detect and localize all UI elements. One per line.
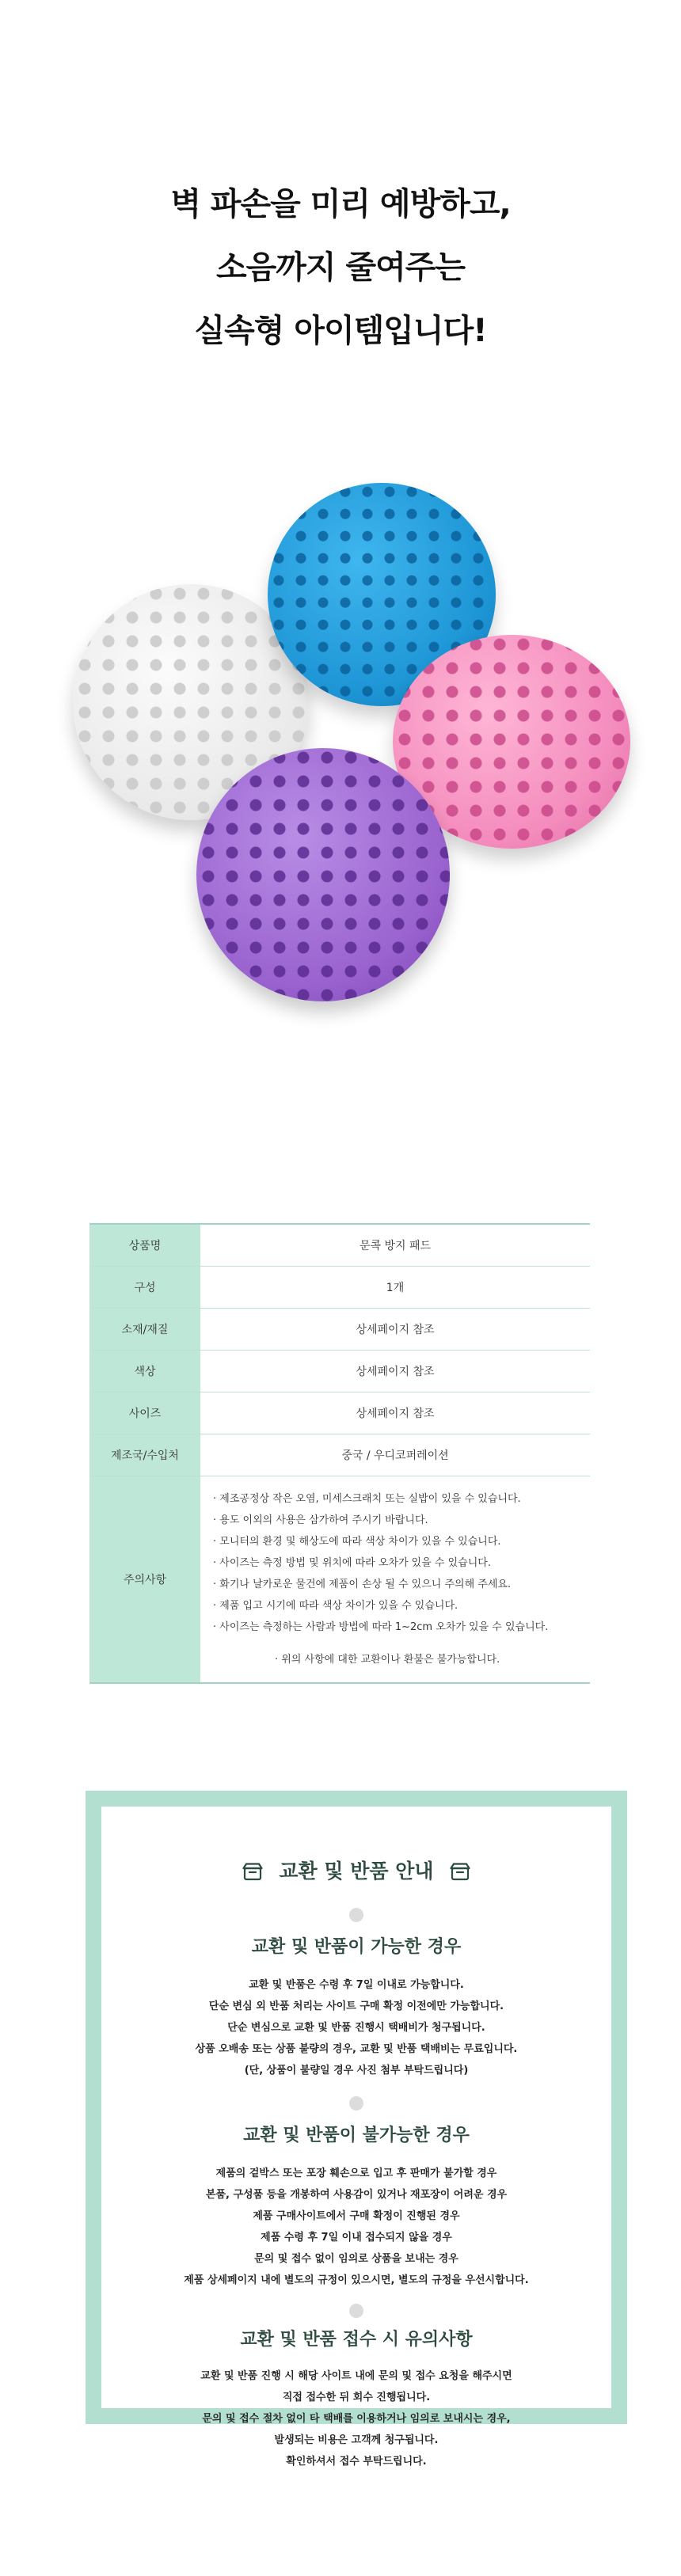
headline-line-1: 벽 파손을 미리 예방하고, xyxy=(170,186,511,222)
section-line: 제품 수령 후 7일 이내 접수되지 않을 경우 xyxy=(261,2232,452,2244)
spec-row xyxy=(89,1434,590,1476)
section-line: 상품 오배송 또는 상품 불량의 경우, 교환 및 반품 택배비는 무료입니다. xyxy=(195,2043,518,2055)
spec-table xyxy=(89,1223,590,1684)
section-title: 교환 및 반품이 불가능한 경우 xyxy=(243,2126,470,2145)
headline xyxy=(0,173,681,363)
section-line: 단순 변심 외 반품 처리는 사이트 구매 확정 이전에만 가능합니다. xyxy=(208,2000,504,2012)
spec-value: 문콕 방지 패드 xyxy=(359,1240,432,1252)
spec-row xyxy=(89,1309,590,1351)
note-item: · 사이즈는 측정 방법 및 위치에 따라 오차가 있을 수 있습니다. xyxy=(213,1557,491,1569)
divider-dot xyxy=(349,2096,363,2111)
box-icon xyxy=(242,1862,263,1881)
spec-key: 상품명 xyxy=(89,1224,200,1267)
note-item: · 화기나 날카로운 물건에 제품이 손상 될 수 있으니 주의해 주세요. xyxy=(213,1579,512,1590)
section-line: 제품 구매사이트에서 구매 확정이 진행된 경우 xyxy=(253,2210,460,2222)
spec-value: 중국 / 우디코퍼레이션 xyxy=(341,1449,449,1462)
note-item: · 용도 이외의 사용은 삼가하여 주시기 바랍니다. xyxy=(213,1514,428,1526)
spec-row xyxy=(89,1351,590,1392)
spec-value: 상세페이지 참조 xyxy=(356,1408,435,1420)
note-item: · 제조공정상 작은 오염, 미세스크래치 또는 실밥이 있을 수 있습니다. xyxy=(213,1493,521,1505)
section-line: 본품, 구성품 등을 개봉하여 사용감이 있거나 재포장이 어려운 경우 xyxy=(205,2189,508,2201)
spec-value: 상세페이지 참조 xyxy=(356,1324,435,1336)
section-line: 직접 접수한 뒤 회수 진행됩니다. xyxy=(282,2392,431,2403)
note-item: · 제품 입고 시기에 따라 색상 차이가 있을 수 있습니다. xyxy=(213,1600,458,1612)
section-line: 문의 및 접수 없이 임의로 상품을 보내는 경우 xyxy=(254,2253,458,2265)
spec-key: 색상 xyxy=(89,1351,200,1392)
spec-row xyxy=(89,1267,590,1309)
section-line: (단, 상품이 불량일 경우 사진 첨부 부탁드립니다) xyxy=(244,2065,469,2076)
divider-dot xyxy=(349,1908,363,1922)
notes-footer: · 위의 사항에 대한 교환이나 환불은 불가능합니다. xyxy=(275,1654,500,1666)
spec-notes-cell xyxy=(200,1476,590,1684)
guide-title-text: 교환 및 반품 안내 xyxy=(279,1860,434,1883)
section-line: 제품의 겉박스 또는 포장 훼손으로 입고 후 판매가 불가할 경우 xyxy=(215,2168,497,2179)
section-title: 교환 및 반품 접수 시 유의사항 xyxy=(240,2330,473,2350)
spec-value: 상세페이지 참조 xyxy=(356,1366,435,1378)
spec-key: 구성 xyxy=(89,1267,200,1309)
guide-title xyxy=(101,1856,611,1884)
purple-pad xyxy=(196,748,450,1001)
headline-line-2: 소음까지 줄여주는 xyxy=(215,249,466,286)
return-guide xyxy=(86,1791,627,2468)
spec-row xyxy=(89,1224,590,1267)
spec-key: 사이즈 xyxy=(89,1392,200,1434)
notes-list xyxy=(200,1477,590,1681)
section-line: 교환 및 반품은 수령 후 7일 이내로 가능합니다. xyxy=(249,1979,464,1991)
section-line: 교환 및 반품 진행 시 해당 사이트 내에 문의 및 접수 요청을 해주시면 xyxy=(200,2370,512,2382)
section-body xyxy=(101,2365,611,2472)
spec-key: 제조국/수입처 xyxy=(89,1434,200,1476)
section-line: 문의 및 접수 절차 없이 타 택배를 이용하거나 임의로 보내시는 경우, xyxy=(202,2413,511,2425)
spec-value: 1개 xyxy=(386,1282,405,1294)
headline-line-3: 실속형 아이템입니다! xyxy=(194,313,487,349)
spec-row xyxy=(89,1392,590,1434)
section-line: 확인하셔서 접수 부탁드립니다. xyxy=(286,2456,427,2468)
product-image xyxy=(0,467,681,1005)
section-line: 제품 상세페이지 내에 별도의 규정이 있으시면, 별도의 규정을 우선시합니다. xyxy=(184,2274,529,2286)
note-item: · 모니터의 환경 및 해상도에 따라 색상 차이가 있을 수 있습니다. xyxy=(213,1536,501,1548)
note-item: · 사이즈는 측정하는 사람과 방법에 따라 1~2cm 오차가 있을 수 있습니다. xyxy=(213,1621,549,1633)
divider-dot xyxy=(349,2304,363,2318)
box-icon xyxy=(450,1862,470,1881)
section-body xyxy=(101,1974,611,2081)
section-title: 교환 및 반품이 가능한 경우 xyxy=(251,1937,462,1957)
section-line: 발생되는 비용은 고객께 청구됩니다. xyxy=(274,2434,439,2446)
spec-row-notes xyxy=(89,1476,590,1684)
section-line: 단순 변심으로 교환 및 반품 진행시 택배비가 청구됩니다. xyxy=(227,2022,485,2034)
spec-key: 소재/재질 xyxy=(89,1309,200,1351)
section-body xyxy=(101,2163,611,2291)
spec-key-notes: 주의사항 xyxy=(89,1476,200,1684)
